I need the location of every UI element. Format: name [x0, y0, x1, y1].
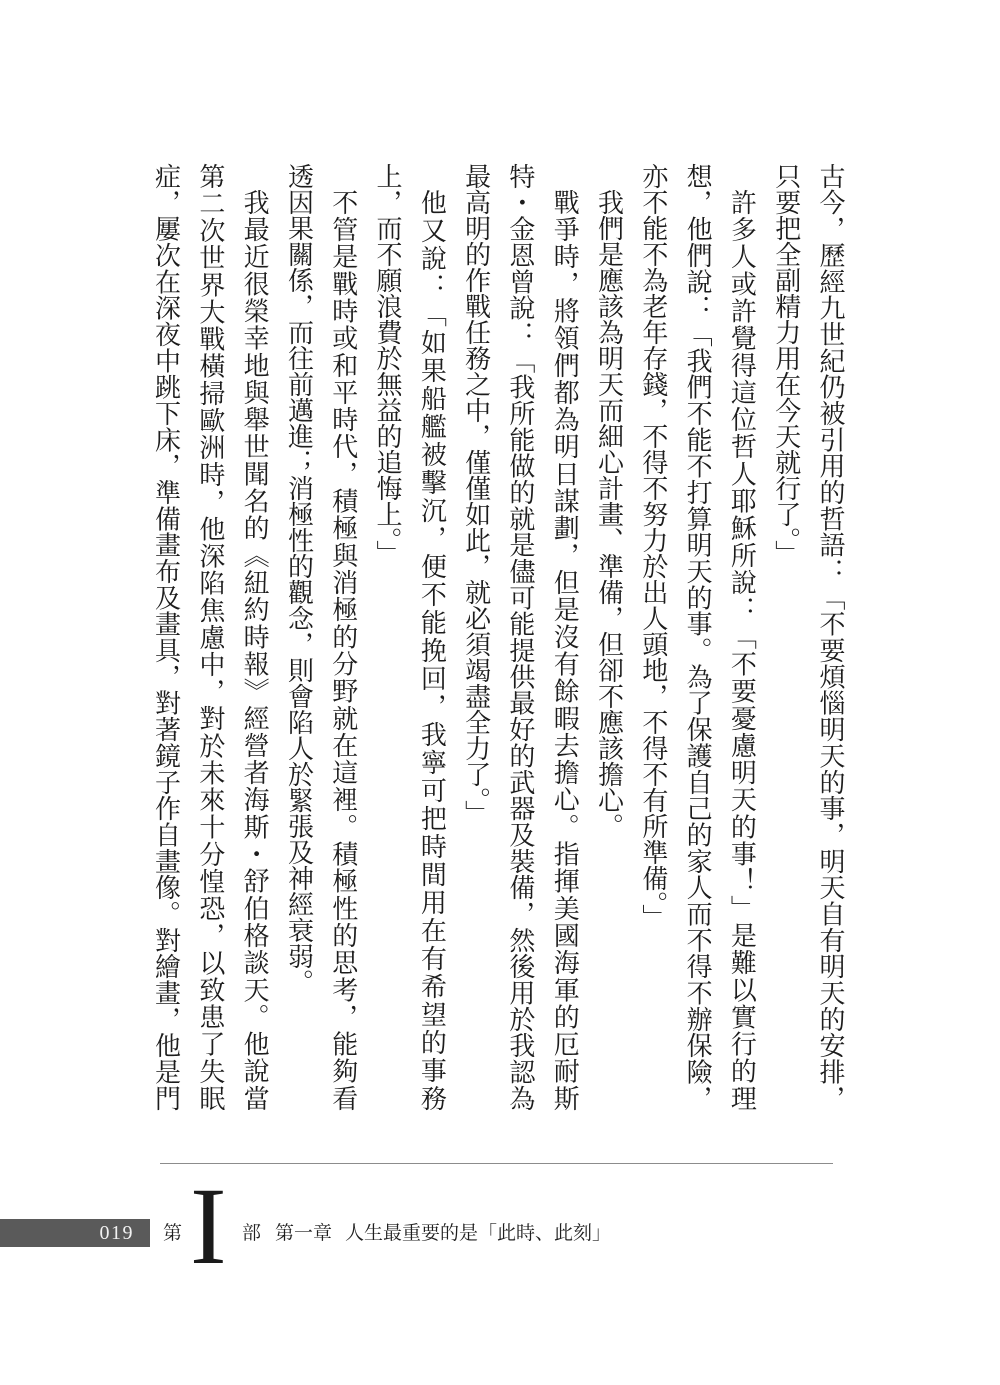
text-column: 我最近很榮幸地與舉世聞名的《紐約時報》經營者海斯・舒伯格談天。他說當	[239, 189, 270, 1111]
text-column: 古今，歷經九世紀仍被引用的哲語：「不要煩惱明天的事，明天自有明天的安排，	[815, 163, 845, 1111]
text-column: 想，他們說：「我們不能不打算明天的事。為了保護自己的家人而不得不辦保險，	[682, 163, 713, 1111]
text-column: 不管是戰時或和平時代，積極與消極的分野就在這裡。積極性的思考，能夠看	[327, 189, 358, 1111]
text-column: 他又說：「如果船艦被擊沉，便不能挽回，我寧可把時間用在有希望的事務	[416, 189, 447, 1111]
footer-divider	[160, 1163, 833, 1164]
text-column: 透因果關係，而往前邁進；消極性的觀念，則會陷人於緊張及神經衰弱。	[283, 163, 314, 995]
part-suffix: 部	[242, 1222, 262, 1244]
text-column: 戰爭時，將領們都為明日謀劃，但是沒有餘暇去擔心。指揮美國海軍的厄耐斯	[549, 189, 580, 1111]
text-column: 上，而不願浪費於無益的追悔上。」	[372, 163, 403, 566]
text-column: 我們是應該為明天而細心計畫、準備，但卻不應該擔心。	[593, 189, 624, 839]
text-column: 症，屢次在深夜中跳下床，準備畫布及畫具，對著鏡子作自畫像。對繪畫，他是門	[150, 163, 181, 1111]
text-column: 許多人或許覺得這位哲人耶穌所說：「不要憂慮明天的事！」是難以實行的理	[726, 189, 757, 1111]
page-number: 019	[99, 1222, 134, 1244]
text-column: 第二次世界大戰橫掃歐洲時，他深陷焦慮中，對於未來十分惶恐，以致患了失眠	[194, 163, 225, 1111]
chapter-title: 人生最重要的是「此時、此刻」	[345, 1222, 612, 1244]
text-column: 最高明的作戰任務之中，僅僅如此，就必須竭盡全力了。」	[460, 163, 491, 826]
text-column: 亦不能不為老年存錢，不得不努力於出人頭地，不得不有所準備。」	[637, 163, 668, 930]
page-number-bar	[0, 1219, 150, 1247]
part-numeral: I	[190, 1165, 227, 1287]
text-column: 特・金恩曾說：「我所能做的就是儘可能提供最好的武器及裝備，然後用於我認為	[504, 163, 535, 1111]
chapter-label: 第一章	[275, 1222, 333, 1244]
text-column: 只要把全副精力用在今天就行了。」	[770, 163, 801, 566]
vertical-text-body	[143, 163, 852, 1111]
part-prefix: 第	[163, 1222, 183, 1244]
